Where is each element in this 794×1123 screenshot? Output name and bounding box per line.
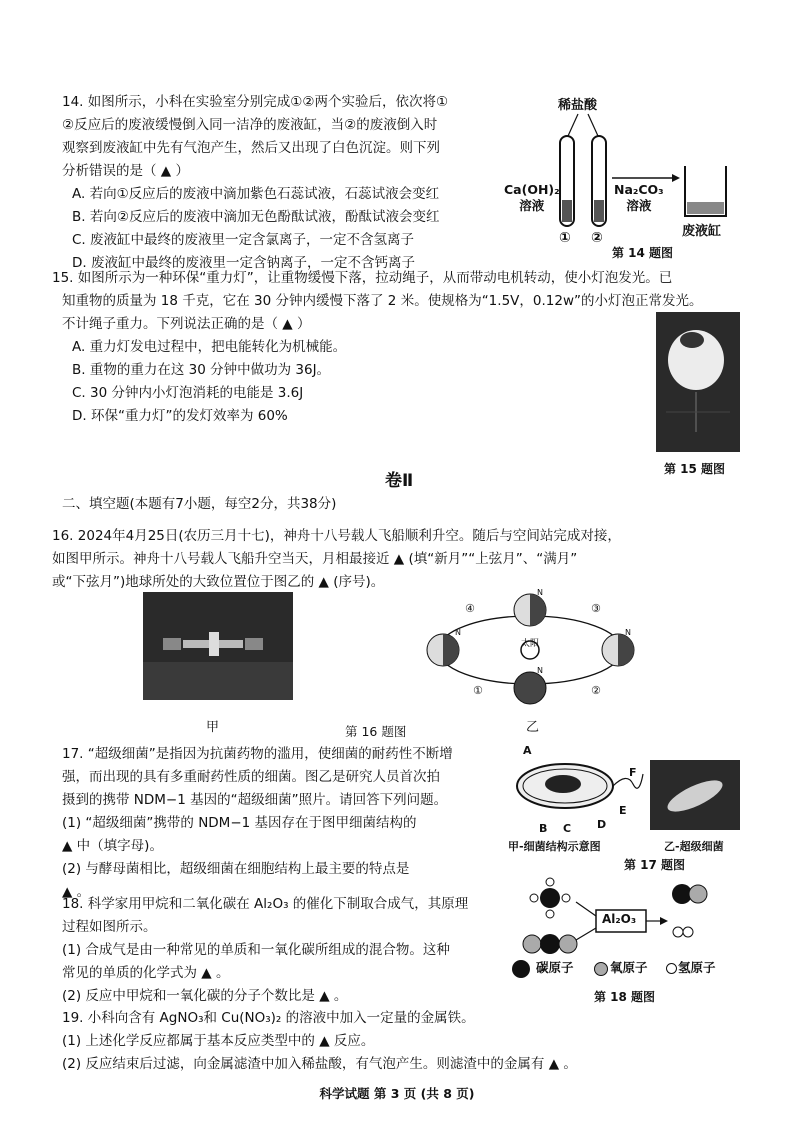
q17-fig-b-caption: 乙-超级细菌	[664, 840, 724, 853]
q17-bacterium-diagram	[505, 744, 645, 840]
q18-line-2: 过程如图所示。	[62, 919, 157, 935]
legend-carbon: 碳原子	[536, 960, 574, 975]
position-1: ①	[473, 684, 483, 697]
q15-line-2: 知重物的质量为 18 千克，它在 30 分钟内缓慢下落了 2 米。使规格为“1.5V，0.12w”的小灯泡正常发光。	[62, 293, 703, 309]
q14-apparatus	[500, 88, 730, 268]
q17-letter-d: D	[597, 818, 607, 831]
q14-line-4: 分析错误的是（ ▲ ）	[62, 163, 189, 179]
q15-option-a: A. 重力灯发电过程中，把电能转化为机械能。	[72, 339, 347, 355]
q14-option-a: A. 若向①反应后的废液中滴加紫色石蕊试液，石蕊试液会变红	[72, 186, 440, 202]
oxygen-atom-icon	[594, 962, 608, 976]
position-3: ③	[591, 602, 601, 615]
q17-line-4: (1) “超级细菌”携带的 NDM−1 基因存在于图甲细菌结构的	[62, 815, 417, 831]
q17-line-3: 摄到的携带 NDM−1 基因的“超级细菌”照片。请回答下列问题。	[62, 792, 448, 808]
q17-letter-c: C	[563, 822, 572, 835]
q17-line-7: ▲ 。	[62, 884, 91, 900]
legend-hydrogen: 氢原子	[678, 960, 716, 975]
north-label-top: N	[537, 588, 543, 597]
q15-option-b: B. 重物的重力在这 30 分钟中做功为 36J。	[72, 362, 331, 378]
q14-tube2-reagent: Na₂CO₃ 溶液	[614, 182, 664, 213]
q16-line-1: 16. 2024年4月25日(农历三月十七)，神舟十八号载人飞船顺利升空。随后与空间站完成对接，	[52, 528, 621, 544]
q16-line-3: 或“下弦月”)地球所处的大致位置位于图乙的 ▲ (序号)。	[52, 574, 385, 590]
page-footer: 科学试题 第 3 页 (共 8 页)	[319, 1086, 475, 1101]
q17-line-2: 强，而出现的具有多重耐药性质的细菌。图乙是研究人员首次拍	[62, 769, 440, 785]
q14-figure	[500, 88, 730, 268]
q15-line-1: 15. 如图所示为一种环保“重力灯”，让重物缓慢下落，拉动绳子，从而带动电机转动，使小灯泡发光。已	[52, 270, 673, 286]
q14-line-1: 14. 如图所示，小科在实验室分别完成①②两个实验后，依次将①	[62, 94, 449, 110]
q14-line-2: ②反应后的废液缓慢倒入同一洁净的废液缸，当②的废液倒入时	[62, 117, 438, 133]
north-label-left: N	[455, 628, 461, 637]
q14-tube1-num: ①	[559, 230, 571, 246]
section2-heading: 二、填空题(本题有7小题，每空2分，共38分)	[62, 496, 337, 512]
q14-caption: 第 14 题图	[612, 246, 674, 260]
bacterium-svg	[505, 744, 645, 840]
catalyst-label: Al₂O₃	[602, 912, 637, 926]
position-2: ②	[591, 684, 601, 697]
q16-caption: 第 16 题图	[345, 724, 407, 739]
q15-option-d: D. 环保“重力灯”的发灯效率为 60%	[72, 408, 288, 424]
q17-line-6: (2) 与酵母菌相比，超级细菌在细胞结构上最主要的特点是	[62, 861, 410, 877]
q17-letter-f: F	[629, 766, 637, 779]
carbon-atom-icon	[512, 960, 530, 978]
q18-line-3: (1) 合成气是由一种常见的单质和一氧化碳所组成的混合物。这种	[62, 942, 450, 958]
sun-label: 太阳	[521, 639, 540, 649]
q15-gravity-lamp-photo	[656, 312, 740, 452]
north-label-right: N	[625, 628, 631, 637]
q14-tube2-num: ②	[591, 230, 603, 246]
q14-option-c: C. 废液缸中最终的废液里一定含氯离子，一定不含氢离子	[72, 232, 415, 248]
north-label-bottom: N	[537, 666, 543, 675]
q17-letter-e: E	[619, 804, 627, 817]
q19-line-1: 19. 小科向含有 AgNO₃和 Cu(NO₃)₂ 的溶液中加入一定量的金属铁。	[62, 1010, 475, 1026]
q18-line-5: (2) 反应中甲烷和一氧化碳的分子个数比是 ▲ 。	[62, 988, 348, 1004]
q18-line-1: 18. 科学家用甲烷和二氧化碳在 Al₂O₃ 的催化下制取合成气，其原理	[62, 896, 469, 912]
gravity-lamp-icon	[656, 312, 740, 452]
q16-fig-a-label: 甲	[206, 720, 220, 735]
q19-line-2: (1) 上述化学反应都属于基本反应类型中的 ▲ 反应。	[62, 1033, 375, 1049]
q16-line-2: 如图甲所示。神舟十八号载人飞船升空当天，月相最接近 ▲ (填“新月”“上弦月”、“满月”	[52, 551, 578, 567]
q18-line-4: 常见的单质的化学式为 ▲ 。	[62, 965, 230, 981]
q15-caption: 第 15 题图	[664, 462, 726, 476]
q17-superbug-photo	[650, 760, 740, 830]
q18-caption: 第 18 题图	[594, 990, 656, 1004]
hydrogen-atom-icon	[666, 963, 677, 974]
q17-line-5: ▲ 中（填字母)。	[62, 838, 163, 854]
q18-reaction-diagram	[510, 874, 740, 970]
q14-tube1-reagent: Ca(OH)₂ 溶液	[504, 182, 560, 213]
q19-line-3: (2) 反应结束后过滤，向金属滤渣中加入稀盐酸，有气泡产生。则滤渣中的金属有 ▲ 。	[62, 1056, 577, 1072]
q14-acid-label: 稀盐酸	[558, 98, 598, 113]
superbug-icon	[650, 760, 740, 830]
q16-orbit-diagram	[425, 588, 635, 708]
q17-caption: 第 17 题图	[624, 858, 686, 872]
q15-option-c: C. 30 分钟内小灯泡消耗的电能是 3.6J	[72, 385, 304, 401]
q15-line-3: 不计绳子重力。下列说法正确的是（ ▲ ）	[62, 316, 311, 332]
q14-option-d: D. 废液缸中最终的废液里一定含钠离子，一定不含钙离子	[72, 255, 415, 271]
space-station-icon	[143, 592, 293, 700]
q17-letter-b: B	[539, 822, 548, 835]
q14-beaker-label: 废液缸	[682, 224, 722, 239]
legend-oxygen: 氧原子	[610, 960, 648, 975]
q17-line-1: 17. “超级细菌”是指因为抗菌药物的滥用，使细菌的耐药性不断增	[62, 746, 453, 762]
q14-line-3: 观察到废液缸中先有气泡产生，然后又出现了白色沉淀。则下列	[62, 140, 440, 156]
q16-spacestation-photo	[143, 592, 293, 700]
position-4: ④	[465, 602, 475, 615]
q17-letter-a: A	[523, 744, 532, 757]
q16-fig-b-label: 乙	[526, 720, 540, 735]
q14-option-b: B. 若向②反应后的废液中滴加无色酚酞试液，酚酞试液会变红	[72, 209, 440, 225]
section-title: 卷Ⅱ	[385, 471, 414, 491]
q17-fig-a-caption: 甲-细菌结构示意图	[508, 840, 601, 853]
